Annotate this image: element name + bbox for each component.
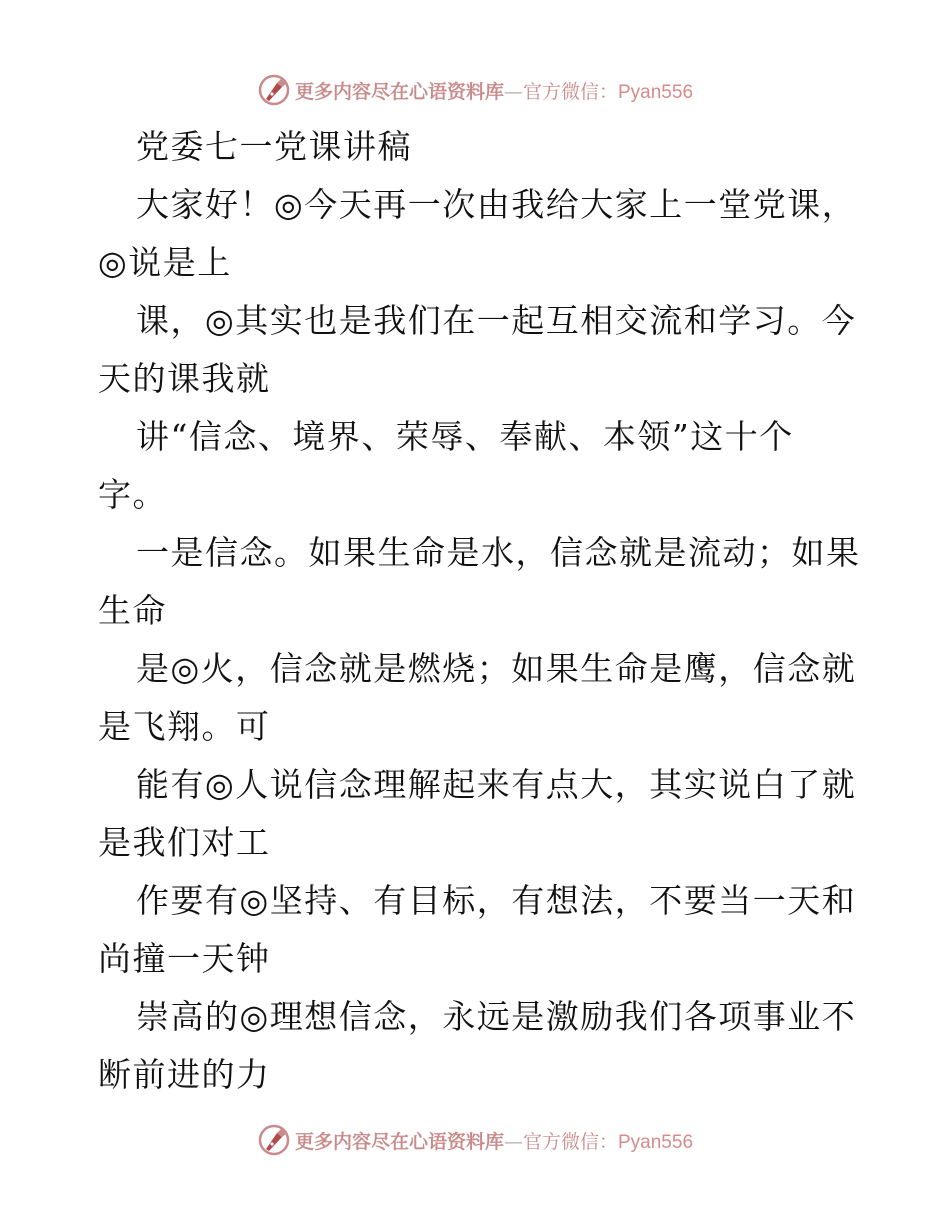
- paragraph-line: 一是信念。如果生命是水，信念就是流动；如果: [136, 533, 861, 572]
- paragraph-line: 课，◎其实也是我们在一起互相交流和学习。今: [136, 301, 857, 340]
- paragraph-line: 天的课我就: [98, 359, 271, 398]
- banner-official-label: 官方微信：: [522, 1130, 618, 1153]
- banner-dash: —: [503, 80, 523, 103]
- paragraph-line: 作要有◎坚持、有目标，有想法，不要当一天和: [136, 881, 857, 920]
- paragraph-line: 能有◎人说信念理解起来有点大，其实说白了就: [136, 765, 857, 804]
- header-banner: [0, 70, 950, 110]
- paragraph-line: 断前进的力: [98, 1055, 271, 1094]
- banner-wechat-id: Pyan556: [618, 1131, 694, 1153]
- paragraph-line: 是飞翔。可: [98, 707, 271, 746]
- paragraph-line: 崇高的◎理想信念，永远是激励我们各项事业不: [136, 997, 857, 1036]
- footer-banner: [0, 1120, 950, 1160]
- banner-official-label: 官方微信：: [522, 80, 618, 103]
- document-title: 党委七一党课讲稿: [136, 127, 412, 166]
- banner-dash: —: [503, 1130, 523, 1153]
- paragraph-line: 是我们对工: [98, 823, 271, 862]
- banner-text: [295, 77, 693, 104]
- header-banner-inner: [257, 73, 693, 107]
- pen-nib-logo-icon: [257, 1123, 291, 1157]
- paragraph-line: 大家好！◎今天再一次由我给大家上一堂党课，: [136, 185, 857, 224]
- banner-main-text: 更多内容尽在心语资料库: [294, 1130, 504, 1153]
- paragraph-line: 字。: [98, 475, 167, 514]
- paragraph-line: 生命: [98, 591, 167, 630]
- paragraph-line: 是◎火，信念就是燃烧；如果生命是鹰，信念就: [136, 649, 857, 688]
- paragraph-line: 尚撞一天钟: [98, 939, 271, 978]
- banner-text: [295, 1127, 693, 1154]
- paragraph-line: ◎说是上: [98, 243, 232, 282]
- paragraph-line: 讲“信念、境界、荣辱、奉献、本领”这十个: [136, 417, 794, 456]
- pen-nib-logo-icon: [257, 73, 291, 107]
- banner-wechat-id: Pyan556: [618, 81, 694, 103]
- document-body: [98, 118, 861, 1104]
- footer-banner-inner: [257, 1123, 693, 1157]
- banner-main-text: 更多内容尽在心语资料库: [294, 80, 504, 103]
